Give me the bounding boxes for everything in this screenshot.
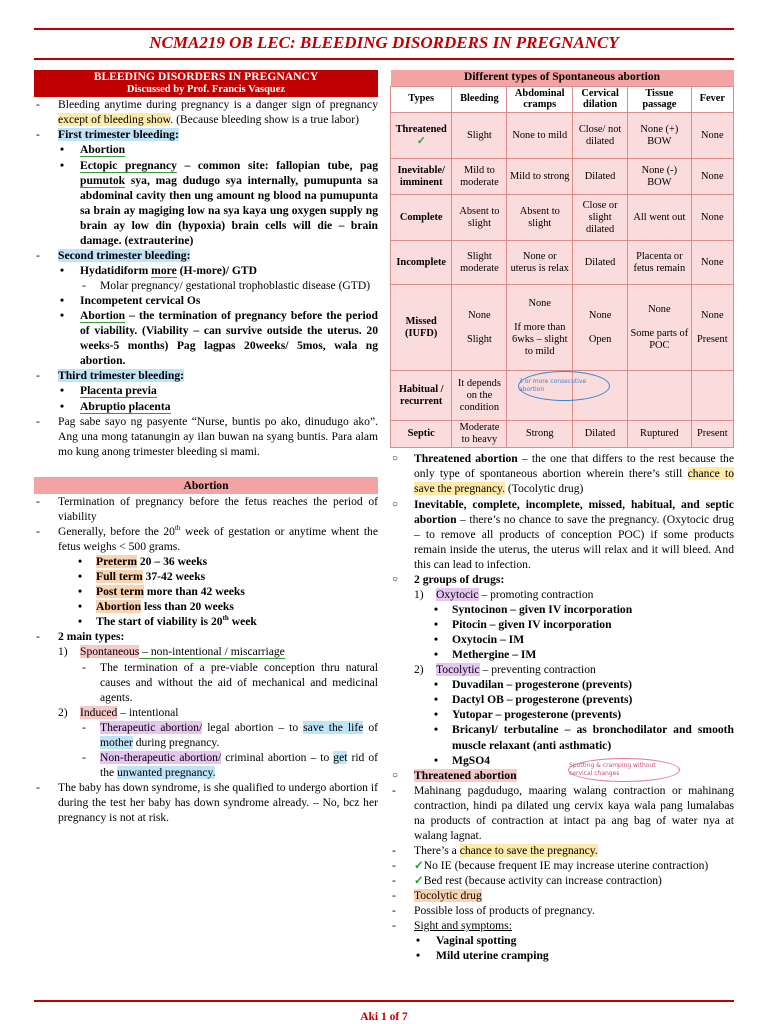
table-row: Missed (IUFD) None Slight None If more than 6wks – slight to mild None Open None Some parts of POC None Present (391, 285, 734, 371)
tocolytic-item: 2) Tocolytic – preventing contraction (414, 663, 596, 677)
list-item: - Sight and symptoms: (390, 918, 734, 933)
table-header: Tissue passage (628, 86, 692, 113)
spontaneous-item: 1) Spontaneous – non-intentional / miscarriage (58, 645, 285, 659)
abortion-header: Abortion (34, 477, 378, 494)
list-item: • Mild uterine cramping (390, 948, 734, 963)
list-item: • Methergine – IM (390, 647, 734, 662)
list-item: - The termination of a pre-viable conception thru natural causes and without the aid of mechanical and medicinal agents. (34, 660, 378, 705)
list-item: ○ Inevitable, complete, incomplete, missed, habitual, and septic abortion – there’s no chance to save the pregnancy. (Oxytocic drug – to remove all products of conception POC) if some products remain inside the uterus, the uterus will relax and it will bleed. And this can lead to infection. (390, 497, 734, 572)
list-item: - Molar pregnancy/ gestational trophoblastic disease (GTD) (34, 278, 378, 293)
title-rule (34, 58, 734, 60)
list-item: - There’s a chance to save the pregnancy. (390, 843, 734, 858)
drug-groups-heading: ○ 2 groups of drugs: (390, 572, 734, 587)
first-trimester-heading: - First trimester bleeding: (34, 127, 378, 142)
table-header: Fever (691, 86, 733, 113)
table-header: Types (391, 86, 452, 113)
list-item: • MgSO4 (390, 753, 734, 768)
table-row: Inevitable/ imminent Mild to moderate Mild to strong Dilated None (-) BOW None (391, 159, 734, 195)
term-preterm: • Preterm 20 – 36 weeks (34, 554, 378, 569)
list-item: • Abruptio placenta (34, 399, 378, 414)
list-item: - Pag sabe sayo ng pasyente “Nurse, buntis po ako, dinudugo ako”. Ang una mong tatanungin ay ilan buwan na syang buntis. Para alam mo kung anong trimester bleeding si mami. (34, 414, 378, 459)
list-item: • Placenta previa (34, 383, 378, 398)
list-item: • Incompetent cervical Os (34, 293, 378, 308)
list-item: - Therapeutic abortion/ legal abortion – to save the life of mother during pregnancy. (34, 720, 378, 750)
habitual-annotation: 3 or more consecutive abortion (518, 371, 610, 401)
second-trimester-heading: - Second trimester bleeding: (34, 248, 378, 263)
intro-item: - Bleeding anytime during pregnancy is a danger sign of pregnancy except of bleeding show. (Because bleeding show is a true labor) (34, 97, 378, 127)
section-header (34, 70, 378, 97)
list-item: • Pitocin – given IV incorporation (390, 617, 734, 632)
list-item: • Abortion (34, 142, 378, 157)
page-title: NCMA219 OB LEC: BLEEDING DISORDERS IN PREGNANCY (149, 33, 619, 52)
term-full-term: • Full term 37-42 weeks (34, 569, 378, 584)
threatened-annotation: Spotting & cramping without cervical changes (568, 758, 680, 782)
page-footer: Aki 1 of 7 (360, 1011, 408, 1023)
list-item: • Dactyl OB – progesterone (prevents) (390, 692, 734, 707)
list-item: - Possible loss of products of pregnancy. (390, 903, 734, 918)
oxytocic-item: 1) Oxytocic – promoting contraction (414, 587, 594, 601)
table-header: Abdominal cramps (507, 86, 573, 113)
list-item: • Ectopic pregnancy – common site: fallopian tube, pag pumutok sya, mag dudugo sya internally, pumupunta sa abdominal cavity then ung amount ng blood na pumupunta sa brain ay magiging low na sya kaya ung oxygen supply ng brain ay low din (hypoxia) brain cells will die – brain damage. (extrauterine) (34, 158, 378, 248)
right-column (390, 70, 734, 963)
list-item: • Yutopar – progesterone (prevents) (390, 707, 734, 722)
table-row: Complete Absent to slight Absent to slight Close or slight dilated All went out None (391, 195, 734, 241)
table-header: Bleeding (452, 86, 507, 113)
two-main-types-heading: - 2 main types: (34, 629, 378, 644)
check-icon: ✓ (414, 859, 424, 872)
list-item: ○ Threatened abortion – the one that differs to the rest because the only type of spontaneous abortion wherein there’s still chance to save the pregnancy. (Tocolytic drug) (390, 451, 734, 496)
viability-item: • The start of viability is 20th week (34, 614, 378, 629)
term-post-term: • Post term more than 42 weeks (34, 584, 378, 599)
list-item: - Tocolytic drug (390, 888, 734, 903)
table-row: Threatened ✓ Slight None to mild Close/ not dilated None (+) BOW None (391, 113, 734, 159)
list-item: - The baby has down syndrome, is she qualified to undergo abortion if during the test her baby has down syndrome already. – No, bcz her pregnancy is not at risk. (34, 780, 378, 825)
section-header-title: BLEEDING DISORDERS IN PREGNANCY (93, 70, 319, 83)
section-header-sub: Discussed by Prof. Francis Vasquez (126, 83, 286, 95)
list-item: - ✓Bed rest (because activity can increase contraction) (390, 873, 734, 888)
list-item: • Oxytocin – IM (390, 632, 734, 647)
left-column (34, 70, 378, 825)
table-row: Septic Moderate to heavy Strong Dilated Ruptured Present (391, 421, 734, 448)
list-item: - Non-therapeutic abortion/ criminal abortion – to get rid of the unwanted pregnancy. (34, 750, 378, 780)
list-item: • Vaginal spotting (390, 933, 734, 948)
list-item: • Syntocinon – given IV incorporation (390, 602, 734, 617)
list-item: • Duvadilan – progesterone (prevents) (390, 677, 734, 692)
check-icon: ✓ (414, 874, 424, 888)
check-icon: ✓ (416, 135, 426, 147)
induced-item: 2) Induced – intentional (58, 705, 179, 719)
list-item: • Abortion – the termination of pregnancy before the period of viability. (Viability – can survive outside the uterus. 20 weeks-5 months) Pag lagpas 20weeks/ 5mos, wala ng abortion. (34, 308, 378, 368)
list-item: - Mahinang pagdudugo, maaring walang contraction or mahinang contraction, hindi pa dilated ung cervix kaya wala pang lumalabas na products of contraction at intact pa ang bag of water nya at walang lagnat. (390, 783, 734, 843)
table-row: Habitual / recurrent It depends on the condition (391, 371, 734, 421)
list-item: - Termination of pregnancy before the fetus reaches the period of viability (34, 494, 378, 524)
third-trimester-heading: - Third trimester bleeding: (34, 368, 378, 383)
bottom-rule (34, 1000, 734, 1002)
top-rule (34, 28, 734, 30)
threatened-abortion-heading: ○ Threatened abortion (390, 768, 734, 783)
list-item: - ✓No IE (because frequent IE may increase uterine contraction) (390, 858, 734, 873)
term-abortion: • Abortion less than 20 weeks (34, 599, 378, 614)
table-header: Cervical dilation (573, 86, 628, 113)
list-item: - Generally, before the 20th week of gestation or anytime whent the fetus weighs < 500 grams. (34, 524, 378, 554)
list-item: • Bricanyl/ terbutaline – as bronchodilator and smooth muscle relaxant (anti asthmatic) (390, 722, 734, 752)
table-caption: Different types of Spontaneous abortion (391, 70, 734, 86)
list-item: • Hydatidiform more (H-more)/ GTD (34, 263, 378, 278)
table-row: Incomplete Slight moderate None or uterus is relax Dilated Placenta or fetus remain None (391, 241, 734, 285)
